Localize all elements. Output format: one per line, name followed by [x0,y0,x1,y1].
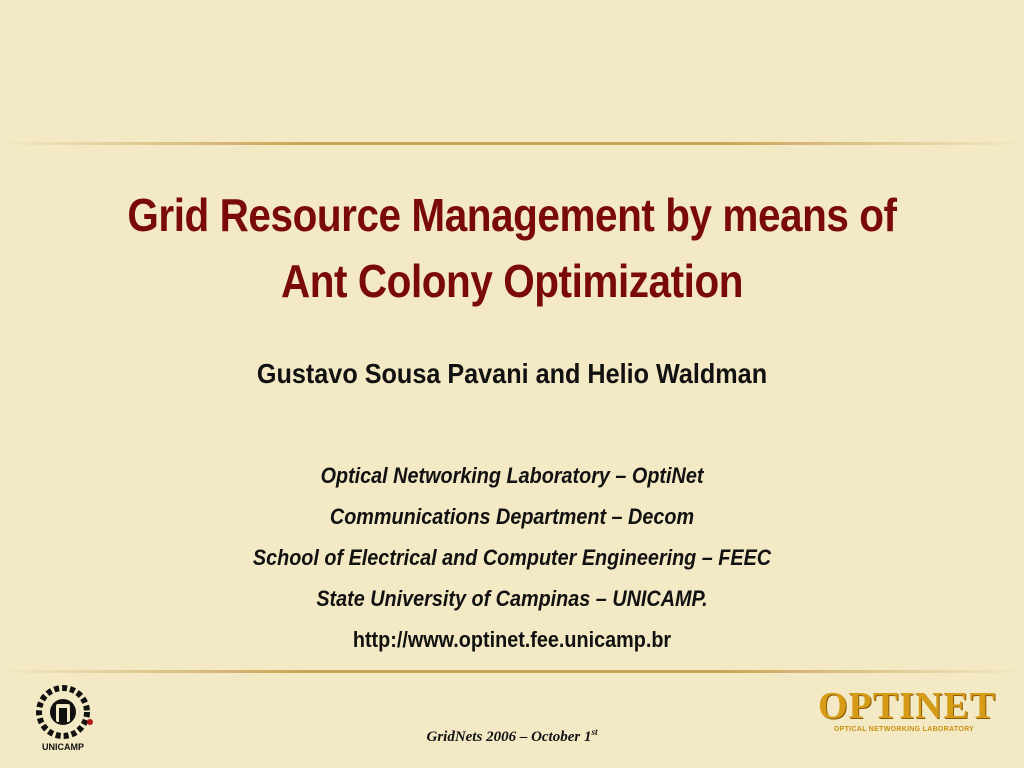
footer-superscript: st [591,727,598,737]
slide-title [79,182,945,314]
affiliation-block [51,455,973,660]
website-url: http://www.optinet.fee.unicamp.br [352,627,672,652]
top-divider [0,142,1024,145]
affiliation-university: State University of Campinas – UNICAMP. [316,586,708,611]
optinet-subtitle: OPTICAL NETWORKING LABORATORY [833,726,975,733]
affiliation-school: School of Electrical and Computer Engineering – FEEC [252,545,772,570]
unicamp-label: UNICAMP [42,742,84,752]
authors: Gustavo Sousa Pavani and Helio Waldman [256,358,768,389]
affiliation-lab: Optical Networking Laboratory – OptiNet [320,463,704,488]
title-line-1: Grid Resource Management by means of [127,189,897,241]
affiliation-department: Communications Department – Decom [329,504,695,529]
footer-text: GridNets 2006 – October 1 [426,729,592,745]
optinet-logo [818,684,997,740]
bottom-divider [0,670,1024,673]
title-line-2: Ant Colony Optimization [280,255,744,307]
optinet-wordmark: OPTINET [818,685,997,727]
